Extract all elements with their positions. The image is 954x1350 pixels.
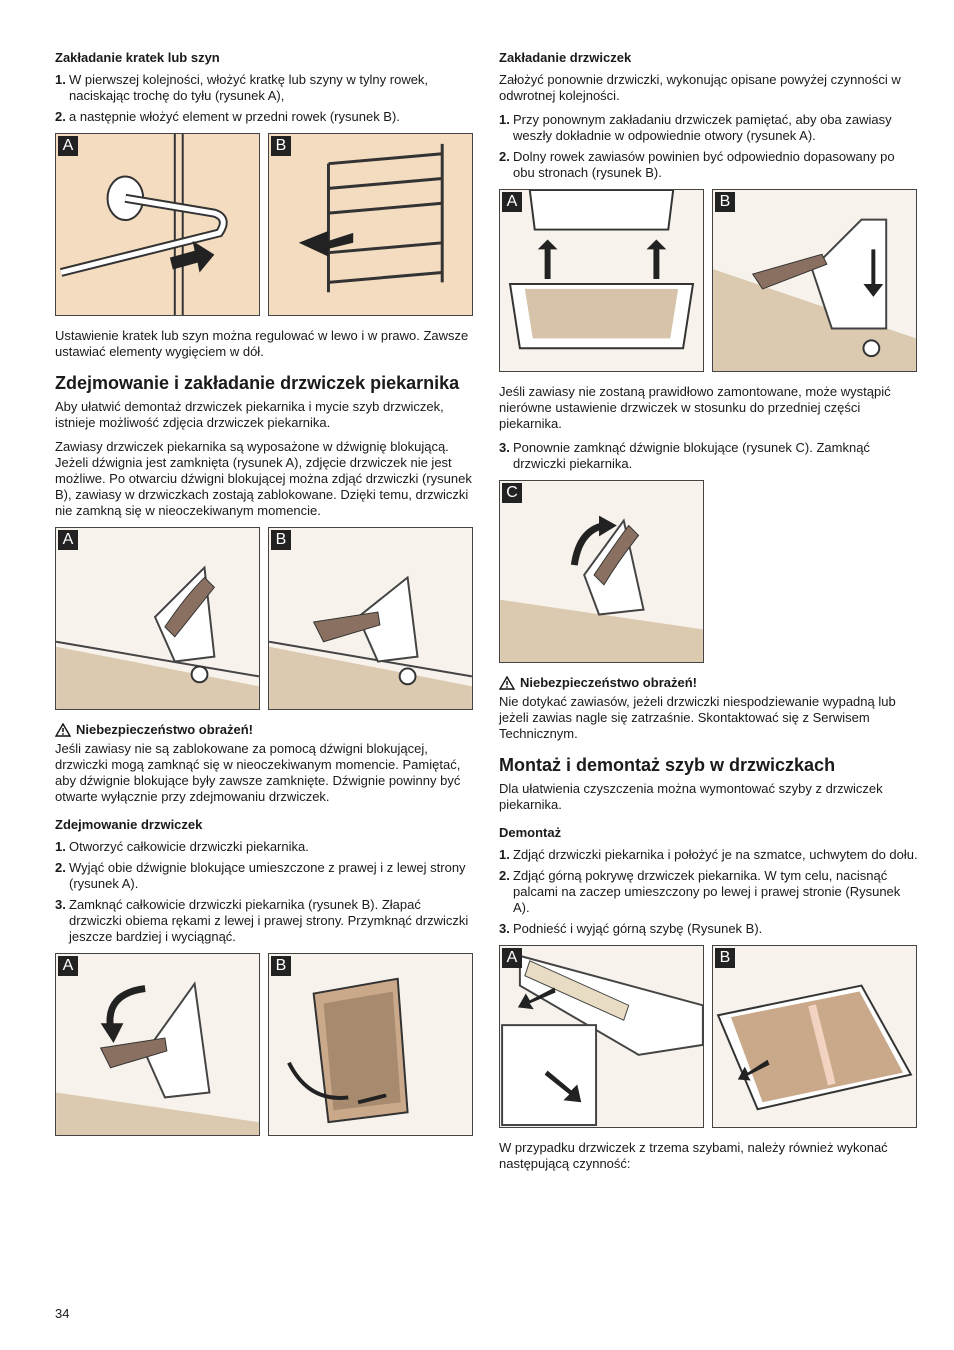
- warning-heading: Niebezpieczeństwo obrażeń!: [499, 675, 919, 690]
- figure-label: A: [58, 136, 78, 156]
- paragraph: W przypadku drzwiczek z trzema szybami, należy również wykonać następującą czynność:: [499, 1140, 888, 1171]
- paragraph: Zawiasy drzwiczek piekarnika są wyposażone w dźwignię blokującą. Jeżeli dźwignia jest zamknięta (rysunek A), zdjęcie drzwiczek nie jest możliwe. Po otwarciu dźwigni blokującej można zdjąć drzwiczki (rysunek B), zawiasy w drzwiczkach zostają zablokowane. Dzięki temu, drzwiczki nie zamkną się w nieoczekiwanym momencie.: [55, 439, 472, 518]
- list-item: 1. Otworzyć całkowicie drzwiczki piekarnika.: [55, 839, 309, 854]
- figure-cover-remove: [499, 945, 704, 1128]
- section-title: Zakładanie kratek lub szyn: [55, 50, 220, 65]
- list-item: 2. Dolny rowek zawiasów powinien być odpowiednio dopasowany po obu stronach (rysunek B).: [499, 149, 895, 180]
- section-title: Zakładanie drzwiczek: [499, 50, 632, 65]
- list-item: 2. Zdjąć górną pokrywę drzwiczek piekarnika. W tym celu, nacisnąć palcami na zaczep umieszczony po lewej i prawej stronie (Rysunek A).: [499, 868, 901, 915]
- figure-row-install: [499, 189, 919, 372]
- list-item: 1. W pierwszej kolejności, włożyć kratkę lub szyny w tylny rowek, naciskając trochę do tyłu (rysunek A),: [55, 72, 429, 103]
- steps-list: [55, 839, 475, 945]
- warning-text: Jeśli zawiasy nie są zablokowane za pomocą dźwigni blokującej, drzwiczki mogą zamknąć się w nieoczekiwanym momencie. Pamiętać, aby dźwignie blokujące były zawsze zamknięte. Dźwignie powinny być otwarte wyłącznie przy zdejmowaniu drzwiczek.: [55, 741, 461, 804]
- list-item: 3. Ponownie zamknąć dźwignie blokujące (rysunek C). Zamknąć drzwiczki piekarnika.: [499, 440, 870, 471]
- section-heading: Montaż i demontaż szyb w drzwiczkach: [499, 755, 836, 775]
- figure-label: B: [271, 530, 291, 550]
- figure-lever-close: [499, 480, 704, 663]
- paragraph: Założyć ponownie drzwiczki, wykonując opisane powyżej czynności w odwrotnej kolejności.: [499, 72, 901, 103]
- paragraph: Dla ułatwienia czyszczenia można wymontować szyby z drzwiczek piekarnika.: [499, 781, 883, 812]
- steps-list: [499, 440, 919, 472]
- steps-list: [55, 72, 475, 125]
- figure-label: C: [502, 483, 522, 503]
- figure-label: A: [502, 192, 522, 212]
- section-title: Demontaż: [499, 825, 562, 840]
- right-column: [499, 50, 919, 1180]
- figure-rack-front: [268, 133, 473, 316]
- figure-door-lift: [268, 953, 473, 1136]
- figure-row-glass: [499, 945, 919, 1128]
- figure-door-hinges-in: [499, 189, 704, 372]
- paragraph: Jeśli zawiasy nie zostaną prawidłowo zamontowane, może wystąpić nierówne ustawienie drzwiczek w stosunku do przedniej części piekarnika.: [499, 384, 891, 431]
- figure-label: A: [58, 956, 78, 976]
- steps-list: [499, 847, 919, 937]
- figure-label: A: [502, 948, 522, 968]
- list-item: 2. Wyjąć obie dźwignie blokujące umieszczone z prawej i z lewej strony (rysunek A).: [55, 860, 466, 891]
- figure-label: A: [58, 530, 78, 550]
- figure-label: B: [271, 956, 291, 976]
- page-number: 34: [55, 1306, 70, 1321]
- figure-hinge-open: [268, 527, 473, 710]
- figure-hinge-closed: [55, 527, 260, 710]
- list-item: 2. a następnie włożyć element w przedni rowek (rysunek B).: [55, 109, 400, 124]
- list-item: 3. Podnieść i wyjąć górną szybę (Rysunek B).: [499, 921, 763, 936]
- list-item: 3. Zamknąć całkowicie drzwiczki piekarnika (rysunek B). Złapać drzwiczki obiema rękami z lewej i prawej strony. Przymknąć drzwiczki jeszcze bardziej i wyciągnąć.: [55, 897, 469, 944]
- warning-heading: Niebezpieczeństwo obrażeń!: [55, 722, 475, 737]
- figure-lever-remove: [55, 953, 260, 1136]
- figure-rack-back: [55, 133, 260, 316]
- section-title: Zdejmowanie drzwiczek: [55, 817, 203, 832]
- steps-list: [499, 112, 919, 181]
- paragraph: Ustawienie kratek lub szyn można regulować w lewo i w prawo. Zawsze ustawiać elementy wygięciem w dół.: [55, 328, 469, 359]
- figure-label: B: [271, 136, 291, 156]
- warning-text: Nie dotykać zawiasów, jeżeli drzwiczki niespodziewanie wypadną lub jeżeli zawias nagle się zatrzaśnie. Skontaktować się z Serwisem Technicznym.: [499, 694, 896, 741]
- figure-label: B: [715, 192, 735, 212]
- figure-hinge-groove: [712, 189, 917, 372]
- list-item: 1. Zdjąć drzwiczki piekarnika i położyć je na szmatce, uchwytem do dołu.: [499, 847, 918, 862]
- warning-icon: [499, 676, 515, 690]
- section-heading: Zdejmowanie i zakładanie drzwiczek piekarnika: [55, 373, 460, 393]
- list-item: 1. Przy ponownym zakładaniu drzwiczek pamiętać, aby oba zawiasy weszły dokładnie w odpowiednie otwory (rysunek A).: [499, 112, 892, 143]
- figure-row-hinges: [55, 527, 475, 710]
- paragraph: Aby ułatwić demontaż drzwiczek piekarnika i mycie szyb drzwiczek, istnieje możliwość zdjęcia drzwiczek piekarnika.: [55, 399, 444, 430]
- warning-icon: [55, 723, 71, 737]
- left-column: [55, 50, 475, 1148]
- figure-row-removal: [55, 953, 475, 1136]
- figure-glass-lift: [712, 945, 917, 1128]
- figure-label: B: [715, 948, 735, 968]
- figure-row-racks: [55, 133, 475, 316]
- figure-row-close: [499, 480, 919, 663]
